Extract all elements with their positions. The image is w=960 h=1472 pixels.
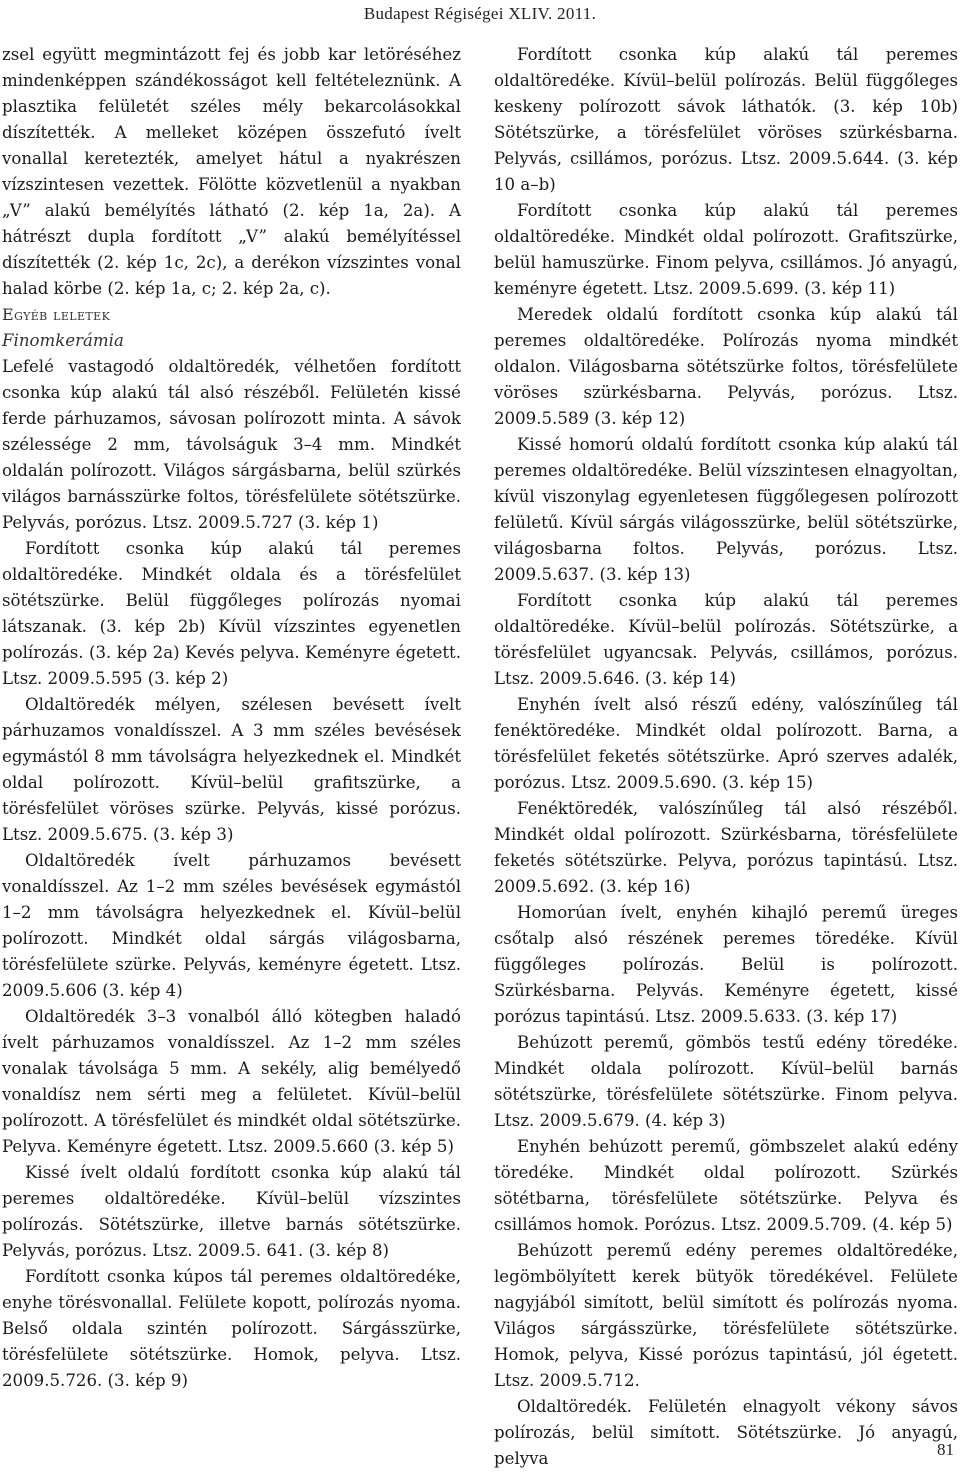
catalog-entry: Homorúan ívelt, enyhén kihajló peremű üreges csőtalp alsó részének peremes töredéke. Kívül függőleges polírozás. Belül is polírozott. Szürkésbarna. Pelyvás. Keményre égetett, kissé porózus tapintású. Ltsz. 2009.5.633. (3. kép 17) [494, 903, 958, 1026]
section-heading: Egyéb leletek [2, 305, 111, 324]
catalog-entry: Fordított csonka kúp alakú tál peremes oldaltöredéke. Kívül–belül polírozás. Sötétszürke, a törésfelület ugyancsak. Pelyvás, csillámos, porózus. Ltsz. 2009.5.646. (3. kép 14) [494, 591, 958, 688]
catalog-entry: Behúzott peremű edény peremes oldaltöredéke, legömbölyített kerek bütyök töredékével. Felülete nagyjából simított, belül simított és polírozás nyoma. Világos sárgásszürke, törésfelülete sötétszürke. Homok, pelyva, Kissé porózus tapintású, jól égetett. Ltsz. 2009.5.712. [494, 1241, 958, 1390]
catalog-entry: Oldaltöredék. Felületén elnagyolt vékony sávos polírozás, belül simított. Sötétszürke. Jó anyagú, pelyva [494, 1397, 958, 1468]
catalog-entry: Kissé homorú oldalú fordított csonka kúp alakú tál peremes oldaltöredéke. Belül vízszintesen elnagyoltan, kívül viszonylag egyenletesen függőlegesen polírozott felületű. Kívül sárgás világosszürke, belül sötétszürke, világosbarna foltos. Pelyvás, porózus. Ltsz. 2009.5.637. (3. kép 13) [494, 435, 958, 584]
catalog-entry: Enyhén behúzott peremű, gömbszelet alakú edény töredéke. Mindkét oldal polírozott. Szürkés sötétbarna, törésfelülete sötétszürke. Pelyva és csillámos homok. Porózus. Ltsz. 2009.5.709. (4. kép 5) [494, 1137, 958, 1234]
catalog-entry: Behúzott peremű, gömbös testű edény töredéke. Mindkét oldala polírozott. Kívül–belül barnás sötétszürke, törésfelülete sötétszürke. Finom pelyva. Ltsz. 2009.5.679. (4. kép 3) [494, 1033, 958, 1130]
catalog-entry: Kissé ívelt oldalú fordított csonka kúp alakú tál peremes oldaltöredéke. Kívül–belül vízszintes polírozás. Sötétszürke, illetve barnás sötétszürke. Pelyvás, porózus. Ltsz. 2009.5. 641. (3. kép 8) [2, 1163, 461, 1260]
catalog-entry: Fordított csonka kúpos tál peremes oldaltöredéke, enyhe törésvonallal. Felülete kopott, polírozás nyoma. Belső oldala szintén polírozott. Sárgásszürke, törésfelülete sötétszürke. Homok, pelyva. Ltsz. 2009.5.726. (3. kép 9) [2, 1267, 461, 1390]
catalog-entry: Oldaltöredék mélyen, szélesen bevésett ívelt párhuzamos vonaldísszel. A 3 mm széles bevésések egymástól 8 mm távolságra helyezkednek el. Mindkét oldal polírozott. Kívül–belül grafitszürke, a törésfelület vöröses szürke. Pelyvás, kissé porózus. Ltsz. 2009.5.675. (3. kép 3) [2, 695, 461, 844]
left-column [2, 42, 461, 1394]
catalog-entry: Fordított csonka kúp alakú tál peremes oldaltöredéke. Mindkét oldal polírozott. Grafitszürke, belül hamuszürke. Finom pelyva, csillámos. Jó anyagú, keményre égetett. Ltsz. 2009.5.699. (3. kép 11) [494, 201, 958, 298]
catalog-entry: Oldaltöredék ívelt párhuzamos bevésett vonaldísszel. Az 1–2 mm széles bevésések egymástól 1–2 mm távolságra helyezkednek el. Kívül–belül polírozott. Mindkét oldal sárgás világosbarna, törésfelülete szürke. Pelyvás, keményre égetett. Ltsz. 2009.5.606 (3. kép 4) [2, 851, 461, 1000]
sub-heading: Finomkerámia [2, 331, 124, 350]
intro-paragraph: zsel együtt megmintázott fej és jobb kar letöréséhez mindenképpen szándékosságot kell feltételeznünk. A plasztika felületét széles mély bekarcolásokkal díszítették. A melleket középen összefutó ívelt vonallal keretezték, amelyet hátul a nyakrészen vízszintesen vezettek. Fölötte közvetlenül a nyakban „V” alakú bemélyítés látható (2. kép 1a, 2a). A hátrészt dupla fordított „V” alakú bemélyítéssel díszítették (2. kép 1c, 2c), a derékon vízszintes vonal halad körbe (2. kép 1a, c; 2. kép 2a, c). [2, 45, 461, 298]
catalog-entry: Meredek oldalú fordított csonka kúp alakú tál peremes oldaltöredéke. Polírozás nyoma mindkét oldalon. Világosbarna sötétszürke foltos, törésfelülete vöröses szürkésbarna. Pelyvás, porózus. Ltsz. 2009.5.589 (3. kép 12) [494, 305, 958, 428]
page-number: 81 [937, 1440, 954, 1459]
catalog-entry: Fenéktöredék, valószínűleg tál alsó részéből. Mindkét oldal polírozott. Szürkésbarna, törésfelülete feketés sötétszürke. Pelyva, porózus tapintású. Ltsz. 2009.5.692. (3. kép 16) [494, 799, 958, 896]
catalog-entry: Fordított csonka kúp alakú tál peremes oldaltöredéke. Mindkét oldala és a törésfelület sötétszürke. Belül függőleges polírozás nyomai látszanak. (3. kép 2b) Kívül vízszintes egyenetlen polírozás. (3. kép 2a) Kevés pelyva. Keményre égetett. Ltsz. 2009.5.595 (3. kép 2) [2, 539, 461, 688]
catalog-entry: Oldaltöredék 3–3 vonalból álló kötegben haladó ívelt párhuzamos vonaldísszel. Az 1–2 mm széles vonalak távolsága 5 mm. A sekély, alig bemélyedő vonaldísz nem sérti meg a felületet. Kívül–belül polírozott. A törésfelület és mindkét oldal sötétszürke. Pelyva. Keményre égetett. Ltsz. 2009.5.660 (3. kép 5) [2, 1007, 461, 1156]
catalog-entry: Lefelé vastagodó oldaltöredék, vélhetően fordított csonka kúp alakú tál alsó részéből. Felületén kissé ferde párhuzamos, sávosan polírozott minta. A sávok szélessége 2 mm, távolságuk 3–4 mm. Mindkét oldalán polírozott. Világos sárgásbarna, belül szürkés világos barnásszürke foltos, törésfelülete sötétszürke. Pelyvás, porózus. Ltsz. 2009.5.727 (3. kép 1) [2, 357, 461, 532]
catalog-entry: Fordított csonka kúp alakú tál peremes oldaltöredéke. Kívül–belül polírozás. Belül függőleges keskeny polírozott sávok láthatók. (3. kép 10b) Sötétszürke, a törésfelület vöröses szürkésbarna. Pelyvás, csillámos, porózus. Ltsz. 2009.5.644. (3. kép 10 a–b) [494, 45, 958, 194]
right-column [494, 42, 958, 1472]
catalog-entry: Enyhén ívelt alsó részű edény, valószínűleg tál fenéktöredéke. Mindkét oldal polírozott. Barna, a törésfelület feketés sötétszürke. Apró szerves adalék, porózus. Ltsz. 2009.5.690. (3. kép 15) [494, 695, 958, 792]
running-head: Budapest Régiségei XLIV. 2011. [363, 4, 597, 23]
